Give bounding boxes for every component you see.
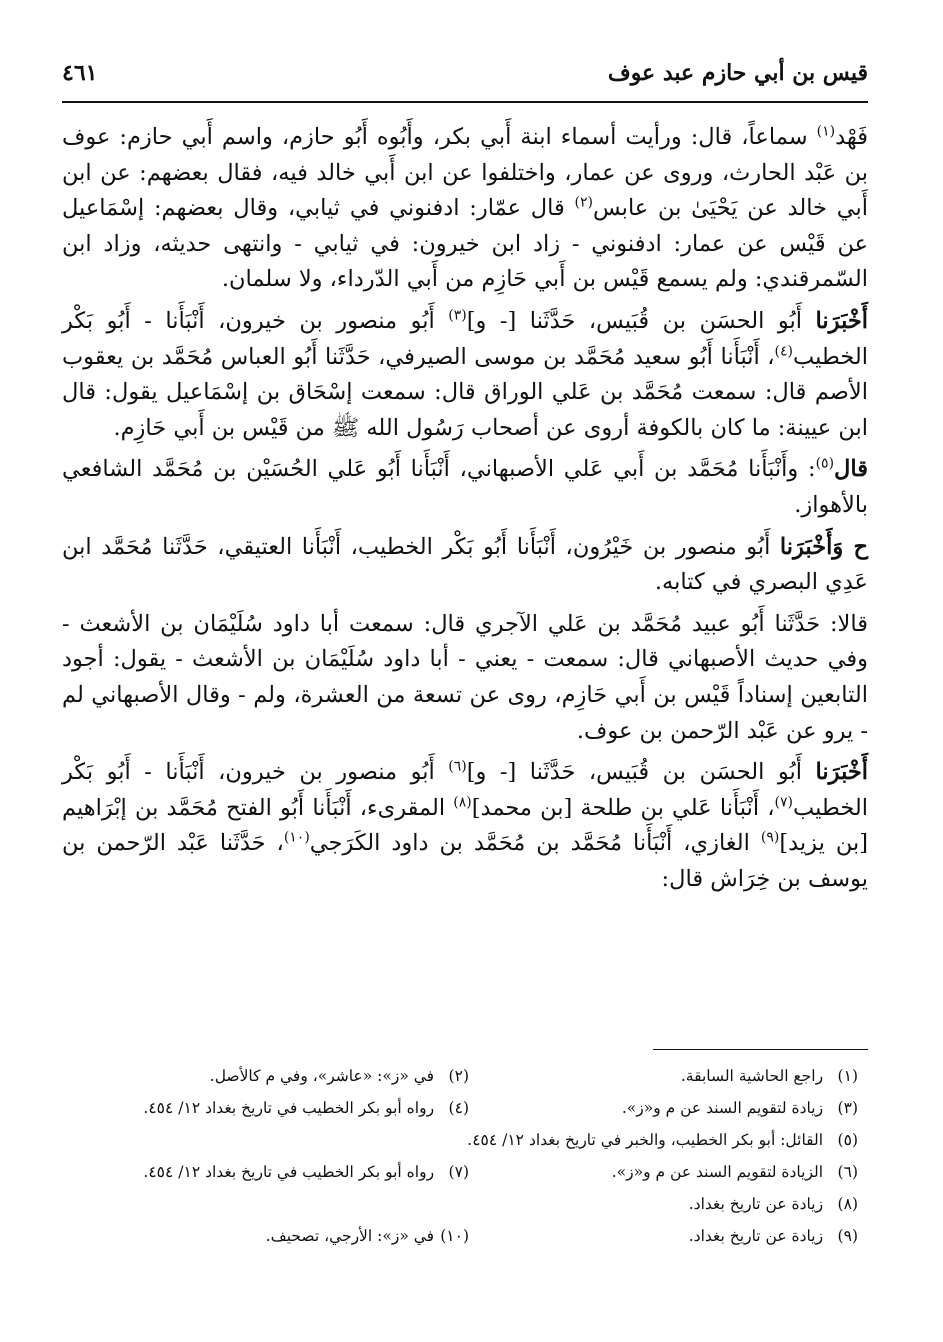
footnote-text: القائل: أبو بكر الخطيب، والخبر في تاريخ بغداد ١٢/ ٤٥٤.	[467, 1131, 824, 1149]
paragraph-text: أَبُو الحسَن بن قُبَيس، حَدَّثَنا [- و]	[466, 307, 816, 334]
footnote-number: (٦)	[837, 1163, 858, 1181]
footnote-reference[interactable]: (٢)	[574, 194, 593, 211]
paragraph-text: الغازي، أَنْبَأَنا مُحَمَّد بن مُحَمَّد بن داود الكَرَجي	[309, 830, 761, 857]
footnote-row	[80, 1124, 858, 1156]
body-paragraph	[62, 755, 868, 897]
footnote-row	[80, 1092, 858, 1124]
footnote-number: (٨)	[837, 1195, 858, 1213]
footnote-number: (١٠)	[440, 1227, 469, 1245]
footnote-item	[469, 1220, 858, 1252]
footnote-text: زيادة عن تاريخ بغداد.	[688, 1227, 824, 1245]
footnote-number: (١)	[837, 1067, 858, 1085]
paragraph-text: : وأَنْبَأَنا مُحَمَّد بن أَبي عَلي الأصبهاني، أَنْبَأَنا أَبُو عَلي الحُسَيْن بن مُحَمَّد الشافعي بالأهواز.	[62, 456, 868, 518]
footnote-text: في «ز»: الأرجي، تصحيف.	[265, 1227, 435, 1245]
footnote-reference[interactable]: (٩)	[760, 829, 780, 846]
body-text	[62, 120, 868, 903]
footnote-reference[interactable]: (٥)	[815, 455, 835, 472]
footnote-number: (٢)	[448, 1067, 469, 1085]
paragraph-text: ، أَنْبَأَنا عَلي بن طلحة [بن محمد]	[471, 794, 775, 821]
footnote-item	[469, 1156, 858, 1188]
footnote-item	[80, 1124, 858, 1156]
footnote-reference[interactable]: (٤)	[774, 343, 794, 360]
footnote-number: (٧)	[448, 1163, 469, 1181]
paragraph-text: فَهْد	[835, 124, 868, 150]
footnote-reference[interactable]: (٣)	[448, 307, 467, 324]
footnote-text: زيادة لتقويم السند عن م و«ز».	[621, 1099, 824, 1117]
paragraph-text: قال عمّار: ادفنوني في ثيابي، وقال بعضهم: إسْمَاعيل عن قَيْس عن عمار: ادفنوني - زاد ابن خيرون: في ثيابي - وانتهى حديثه، وزاد ابن السّمرقندي: ولم يسمع قَيْس بن أَبي حَازِم من أَبي الدّرداء، ولا سلمان.	[62, 195, 868, 293]
page-header	[62, 54, 868, 100]
footnote-text: رواه أبو بكر الخطيب في تاريخ بغداد ١٢/ ٤٥٤.	[143, 1163, 435, 1181]
paragraph-lead-word: أَخْبَرَنا	[815, 759, 869, 786]
paragraph-lead-word: أَخْبَرَنا	[815, 307, 869, 334]
paragraph-text: سماعاً، قال: ورأيت أسماء ابنة أَبي بكر، وأَبُوه أَبُو حازم، واسم أَبي حازم: عوف بن عَبْد الحارث، وروى عن عمار، واختلفوا عن ابن أَبي خالد فيه، فقال بعضهم: عن ابن أَبي خالد عن يَحْيَىٰ بن عابس	[62, 124, 868, 222]
footnote-text: رواه أبو بكر الخطيب في تاريخ بغداد ١٢/ ٤٥٤.	[143, 1099, 435, 1117]
footnote-number: (٣)	[837, 1099, 858, 1117]
footnote-item	[80, 1092, 469, 1124]
footnote-separator	[653, 1049, 868, 1050]
page-number: ٤٦١	[62, 60, 98, 86]
paragraph-text: ، أَنْبَأَنا أَبُو سعيد مُحَمَّد بن موسى الصيرفي، حَدَّثَنا أَبُو العباس مُحَمَّد بن يعقوب الأصم قال: سمعت مُحَمَّد بن عَلي الوراق قال: سمعت إسْحَاق بن إسْمَاعيل يقول: قال ابن عيينة: ما كان بالكوفة أروى عن أصحاب رَسُول الله ﷺ من قَيْس بن أَبي حَازِم.	[62, 343, 868, 441]
body-paragraph	[62, 304, 868, 446]
footnote-number: (٥)	[837, 1131, 858, 1149]
footnote-text: في «ز»: «عاشر»، وفي م كالأصل.	[209, 1067, 435, 1085]
paragraph-text: المقرىء، أَنْبَأَنا أَبُو الفتح مُحَمَّد بن إبْرَاهيم [بن يزيد]	[62, 794, 868, 857]
footnote-item	[80, 1188, 858, 1220]
paragraph-text: ، حَدَّثَنا عَبْد الرّحمن بن يوسف بن خِرَاش قال:	[62, 830, 868, 892]
footnote-row	[80, 1220, 858, 1252]
paragraph-lead-word: قال	[834, 456, 869, 483]
footnote-text: راجع الحاشية السابقة.	[680, 1067, 824, 1085]
footnote-number: (٩)	[837, 1227, 858, 1245]
footnote-row	[80, 1156, 858, 1188]
paragraph-text: أَبُو منصور بن خَيْرُون، أَنْبَأَنا أَبُو بَكْر الخطيب، أَنْبَأَنا العتيقي، حَدَّثَنا مُحَمَّد ابن عَدِي البصري في كتابه.	[62, 533, 868, 596]
footnote-reference[interactable]: (٦)	[448, 758, 467, 775]
footnote-reference[interactable]: (٧)	[774, 794, 793, 811]
footnote-row	[80, 1188, 858, 1220]
body-paragraph	[62, 452, 868, 523]
paragraph-text: قالا: حَدَّثَنا أَبُو عبيد مُحَمَّد بن عَلي الآجري قال: سمعت أبا داود سُلَيْمَان بن الأشعث - وفي حديث الأصبهاني قال: سمعت - يعني - أبا داود سُلَيْمَان بن الأشعث - يقول: أجود التابعين إسناداً قَيْس بن أَبي حَازِم، روى عن تسعة من العشرة، ولم - وقال الأصبهاني لم - يرو عن عَبْد الرّحمن بن عوف.	[62, 610, 868, 744]
footnote-number: (٤)	[448, 1099, 469, 1117]
footnote-row	[80, 1060, 858, 1092]
body-paragraph	[62, 120, 868, 298]
footnote-item	[469, 1060, 858, 1092]
paragraph-text: أَبُو منصور بن خيرون، أَنْبَأَنا - أَبُو بَكْر الخطيب	[62, 759, 868, 821]
footnote-item	[469, 1092, 858, 1124]
paragraph-text: أَبُو الحسَن بن قُبَيس، حَدَّثَنا [- و]	[466, 759, 816, 786]
body-paragraph	[62, 607, 868, 749]
footnote-item	[80, 1156, 469, 1188]
footnotes	[80, 1060, 858, 1252]
footnote-reference[interactable]: (٨)	[453, 794, 472, 811]
running-title: قيس بن أبي حازم عبد عوف	[607, 60, 868, 86]
footnote-reference[interactable]: (١٠)	[283, 829, 310, 846]
footnote-item	[80, 1060, 469, 1092]
paragraph-text: أَبُو منصور بن خيرون، أَنْبَأَنا - أَبُو بَكْر الخطيب	[62, 307, 868, 370]
body-paragraph	[62, 530, 868, 601]
footnote-reference[interactable]: (١)	[816, 123, 836, 140]
header-rule	[62, 101, 868, 103]
footnote-item	[80, 1220, 469, 1252]
footnote-text: الزيادة لتقويم السند عن م و«ز».	[611, 1163, 824, 1181]
footnote-text: زيادة عن تاريخ بغداد.	[688, 1195, 824, 1213]
paragraph-lead-word: ح وَأَخْبَرَنا	[779, 533, 868, 560]
